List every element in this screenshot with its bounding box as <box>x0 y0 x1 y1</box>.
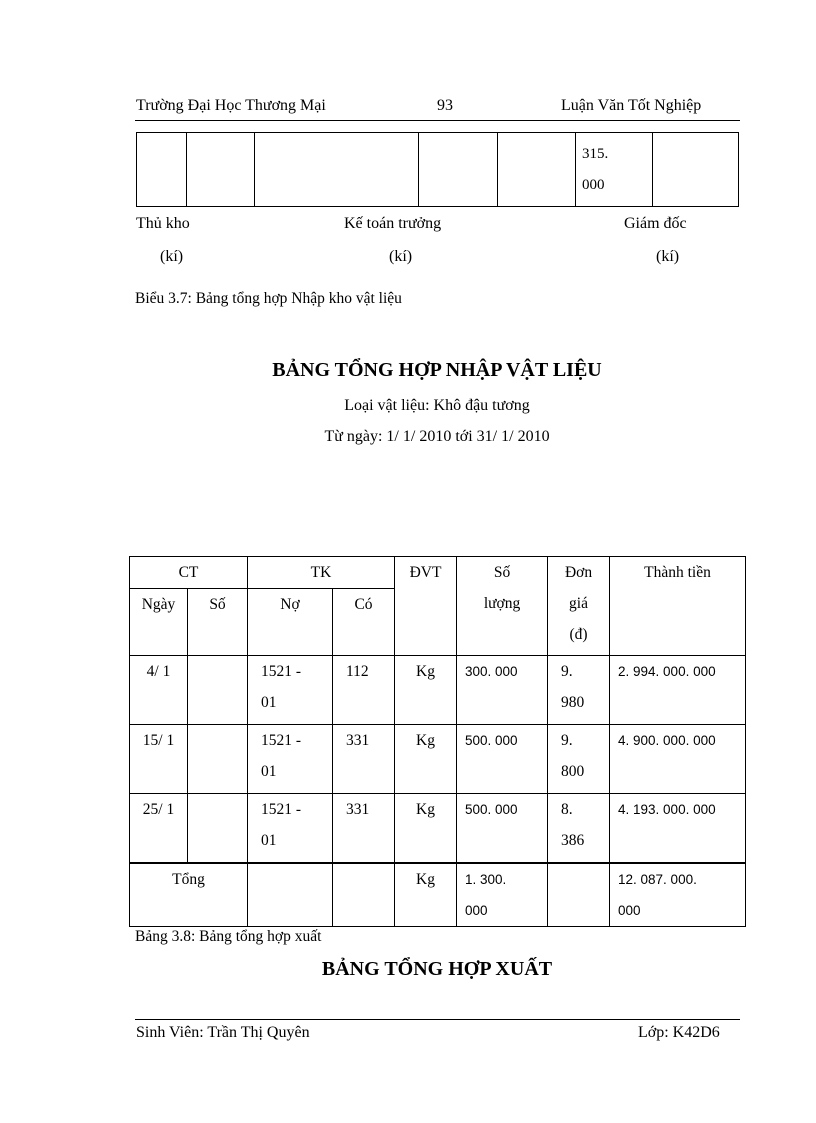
header-credit: Có <box>333 589 395 656</box>
row-number <box>188 794 248 864</box>
cell <box>498 133 576 207</box>
row-debit-line-2: 01 <box>261 763 277 780</box>
header-school: Trường Đại Học Thương Mại <box>136 97 326 114</box>
row-unit: Kg <box>395 794 457 864</box>
header-ct: CT <box>130 557 248 589</box>
row-price-line-1: 8. <box>561 801 573 818</box>
row-price-line-2: 980 <box>561 694 585 711</box>
footer-rule <box>135 1019 740 1020</box>
row-unit: Kg <box>395 725 457 794</box>
row-number <box>188 656 248 725</box>
header-dvt: ĐVT <box>395 557 457 656</box>
header-price-line-2: giá <box>569 595 588 612</box>
date-range: Từ ngày: 1/ 1/ 2010 tới 31/ 1/ 2010 <box>324 428 550 445</box>
row-price <box>548 656 610 725</box>
signature-chief-accountant: Kế toán trưởng <box>344 215 442 232</box>
header-quantity <box>457 557 548 656</box>
caption-3-7: Biểu 3.7: Bảng tổng hợp Nhập kho vật liệu <box>135 290 402 307</box>
total-row <box>130 863 746 927</box>
row-price <box>548 794 610 864</box>
footer-student: Sinh Viên: Trần Thị Quyên <box>136 1024 310 1041</box>
table-row <box>130 725 746 794</box>
total-unit: Kg <box>395 863 457 927</box>
row-debit <box>248 656 333 725</box>
total-debit <box>248 863 333 927</box>
value-line-2: 000 <box>582 177 605 193</box>
signature-chief-accountant-sign: (kí) <box>389 248 413 265</box>
material-type: Loại vật liệu: Khô đậu tương <box>344 397 530 414</box>
total-quantity-line-2: 000 <box>465 903 488 918</box>
header-debit: Nợ <box>248 589 333 656</box>
header-page-number: 93 <box>437 97 453 114</box>
header-unit-price <box>548 557 610 656</box>
total-quantity <box>457 863 548 927</box>
row-debit <box>248 725 333 794</box>
signature-storekeeper-sign: (kí) <box>160 248 184 265</box>
row-debit-line-1: 1521 - <box>261 663 302 680</box>
row-debit-line-1: 1521 - <box>261 732 302 749</box>
row-price-line-2: 800 <box>561 763 585 780</box>
row-credit: 112 <box>333 656 395 725</box>
row-date: 15/ 1 <box>130 725 188 794</box>
row-amount: 4. 900. 000. 000 <box>610 725 746 794</box>
total-quantity-line-1: 1. 300. <box>465 872 507 887</box>
header-rule <box>135 120 740 121</box>
total-amount-line-1: 12. 087. 000. <box>618 872 697 887</box>
header-date: Ngày <box>130 589 188 656</box>
cell <box>187 133 255 207</box>
header-amount: Thành tiền <box>610 557 746 656</box>
continued-table <box>136 132 739 207</box>
total-amount-line-2: 000 <box>618 903 641 918</box>
header-thesis: Luận Văn Tốt Nghiệp <box>561 97 702 114</box>
row-price-line-1: 9. <box>561 732 573 749</box>
signature-director-sign: (kí) <box>656 248 680 265</box>
value-cell <box>576 133 653 207</box>
section-title: BẢNG TỔNG HỢP NHẬP VẬT LIỆU <box>272 359 602 381</box>
row-unit: Kg <box>395 656 457 725</box>
row-quantity: 500. 000 <box>457 725 548 794</box>
table-row <box>130 656 746 725</box>
total-price <box>548 863 610 927</box>
total-credit <box>333 863 395 927</box>
total-amount <box>610 863 746 927</box>
signature-director: Giám đốc <box>624 215 687 232</box>
row-quantity: 500. 000 <box>457 794 548 864</box>
row-debit-line-2: 01 <box>261 694 277 711</box>
row-date: 4/ 1 <box>130 656 188 725</box>
row-debit <box>248 794 333 864</box>
row-date: 25/ 1 <box>130 794 188 864</box>
header-number: Số <box>188 589 248 656</box>
table-row <box>130 794 746 864</box>
value-line-1: 315. <box>582 146 609 162</box>
total-label: Tổng <box>130 863 248 927</box>
header-quantity-line-1: Số <box>493 564 511 581</box>
row-price-line-1: 9. <box>561 663 573 680</box>
header-quantity-line-2: lượng <box>483 595 521 612</box>
section-title-2: BẢNG TỔNG HỢP XUẤT <box>321 958 553 980</box>
header-price-line-3: (đ) <box>569 626 588 643</box>
cell <box>255 133 419 207</box>
caption-3-8: Bảng 3.8: Bảng tổng hợp xuất <box>135 928 322 945</box>
header-tk: TK <box>248 557 395 589</box>
row-amount: 2. 994. 000. 000 <box>610 656 746 725</box>
signature-storekeeper: Thủ kho <box>136 215 190 232</box>
row-credit: 331 <box>333 725 395 794</box>
row-price <box>548 725 610 794</box>
header-price-line-1: Đơn <box>564 564 593 581</box>
row-debit-line-2: 01 <box>261 832 277 849</box>
cell <box>137 133 187 207</box>
row-amount: 4. 193. 000. 000 <box>610 794 746 864</box>
row-number <box>188 725 248 794</box>
cell <box>653 133 739 207</box>
footer-class: Lớp: K42D6 <box>638 1024 720 1041</box>
row-credit: 331 <box>333 794 395 864</box>
row-price-line-2: 386 <box>561 832 585 849</box>
row-debit-line-1: 1521 - <box>261 801 302 818</box>
cell <box>419 133 498 207</box>
summary-table <box>129 556 746 927</box>
row-quantity: 300. 000 <box>457 656 548 725</box>
